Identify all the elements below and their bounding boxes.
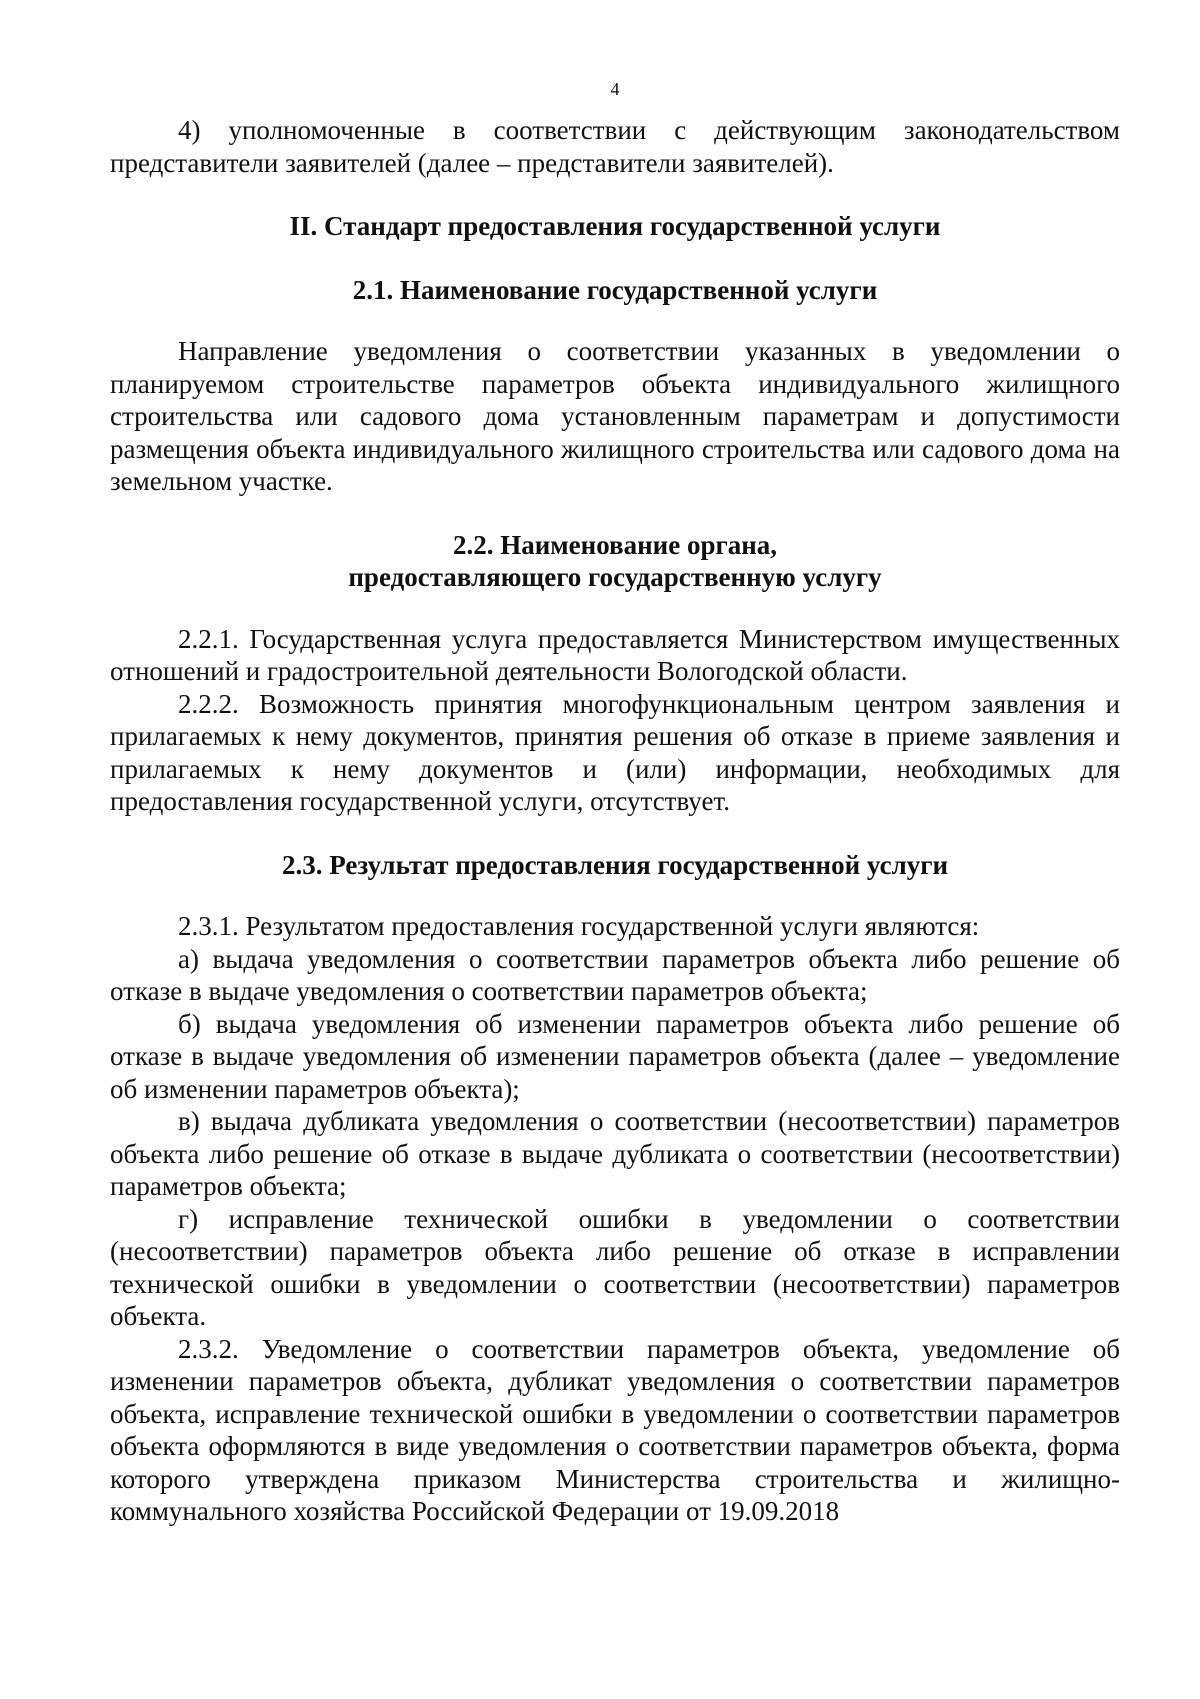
list-item-a: а) выдача уведомления о соответствии параметров объекта либо решение об отказе в выдаче уведомления о соответствии параметров объекта;	[110, 943, 1120, 1006]
subsection-2-2-title-line2: предоставляющего государственную услугу	[348, 562, 882, 592]
subsection-2-3-title: 2.3. Результат предоставления государственной услуги	[281, 849, 949, 880]
paragraph-2-1: Направление уведомления о соответствии указанных в уведомлении о планируемом строительстве параметров объекта индивидуального жилищного строительства или садового дома установленным параметрам и допустимости размещения объекта индивидуального жилищного строительства или садового дома на земельном участке.	[110, 336, 1120, 496]
list-item-b: б) выдача уведомления об изменении параметров объекта либо решение об отказе в выдаче уведомления об изменении параметров объекта (далее – уведомление об изменении параметров объекта);	[110, 1008, 1120, 1104]
page-number: 4	[610, 79, 620, 99]
paragraph-2-3-1: 2.3.1. Результатом предоставления государственной услуги являются:	[178, 911, 980, 941]
paragraph-item-4: 4) уполномоченные в соответствии с действующим законодательством представители заявителей (далее – представители заявителей).	[110, 115, 1120, 178]
subsection-2-2-title-line1: 2.2. Наименование органа,	[452, 529, 778, 560]
list-item-g: г) исправление технической ошибки в уведомлении о соответствии (несоответствии) параметров объекта либо решение об отказе в исправлении технической ошибки в уведомлении о соответствии (несоответствии) параметров объекта.	[110, 1203, 1120, 1331]
paragraph-2-2-1: 2.2.1. Государственная услуга предоставляется Министерством имущественных отношений и градостроительной деятельности Вологодской области.	[110, 623, 1120, 686]
paragraph-2-3-2: 2.3.2. Уведомление о соответствии параметров объекта, уведомление об изменении параметров объекта, дубликат уведомления о соответствии параметров объекта, исправление технической ошибки в уведомлении о соответствии параметров объекта оформляются в виде уведомления о соответствии параметров объекта, форма которого утверждена приказом Министерства строительства и жилищно-коммунального хозяйства Российской Федерации от 19.09.2018	[110, 1333, 1120, 1526]
subsection-2-1-title: 2.1. Наименование государственной услуги	[352, 274, 878, 305]
subsection-2-2-title	[110, 529, 1120, 594]
page-content	[110, 78, 1120, 1528]
paragraph-2-2-2: 2.2.2. Возможность принятия многофункциональным центром заявления и прилагаемых к нему документов, принятия решения об отказе в приеме заявления и прилагаемых к нему документов и (или) информации, необходимых для предоставления государственной услуги, отсутствует.	[110, 688, 1120, 816]
section-2-title: II. Стандарт предоставления государственной услуги	[289, 211, 941, 241]
list-item-v: в) выдача дубликата уведомления о соответствии (несоответствии) параметров объекта либо решение об отказе в выдаче дубликата о соответствии (несоответствии) параметров объекта;	[110, 1106, 1120, 1201]
